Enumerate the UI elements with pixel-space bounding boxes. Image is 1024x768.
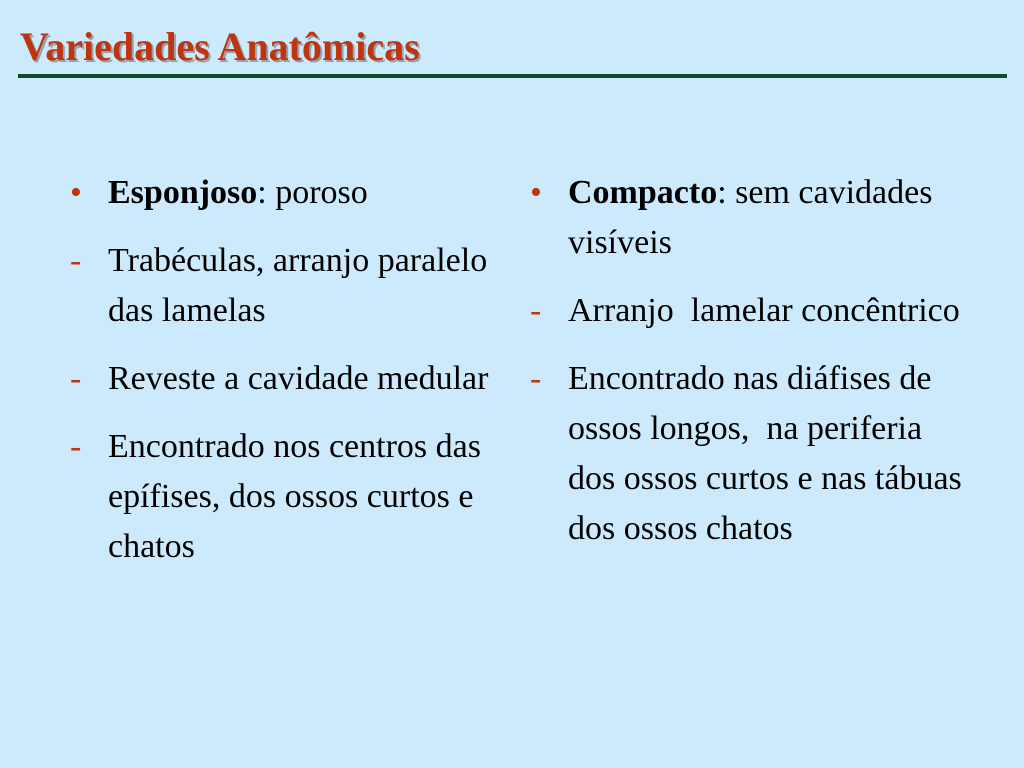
dash-icon: - bbox=[70, 242, 82, 279]
term-description: : poroso bbox=[257, 174, 368, 211]
list-item bbox=[530, 354, 970, 554]
list-item bbox=[70, 422, 490, 572]
bullet-icon: • bbox=[530, 174, 542, 211]
list-item-text: Encontrado nos centros das epífises, dos ossos curtos e chatos bbox=[108, 428, 481, 565]
list-item-text: Reveste a cavidade medular bbox=[108, 360, 489, 397]
term-description: : sem cavidades visíveis bbox=[568, 174, 933, 261]
term-esponjoso: Esponjoso bbox=[108, 174, 258, 211]
list-item bbox=[530, 286, 970, 336]
list-item bbox=[70, 236, 490, 336]
slide-title: Variedades Anatômicas bbox=[20, 24, 420, 69]
heading-esponjoso bbox=[70, 168, 490, 218]
list-item-text: Trabéculas, arranjo paralelo das lamelas bbox=[108, 242, 488, 329]
list-item-text: Arranjo lamelar concêntrico bbox=[568, 292, 960, 329]
list-item bbox=[70, 354, 490, 404]
bullet-icon: • bbox=[70, 174, 82, 211]
list-item-text: Encontrado nas diáfises de ossos longos, na periferia dos ossos curtos e nas tábuas dos ossos chatos bbox=[568, 360, 971, 547]
dash-icon: - bbox=[530, 360, 542, 397]
dash-icon: - bbox=[530, 292, 542, 329]
dash-icon: - bbox=[70, 360, 82, 397]
left-column bbox=[70, 168, 490, 590]
term-compacto: Compacto bbox=[568, 174, 718, 211]
title-underline bbox=[18, 74, 1007, 78]
right-column bbox=[530, 168, 970, 572]
heading-compacto bbox=[530, 168, 970, 268]
dash-icon: - bbox=[70, 428, 82, 465]
